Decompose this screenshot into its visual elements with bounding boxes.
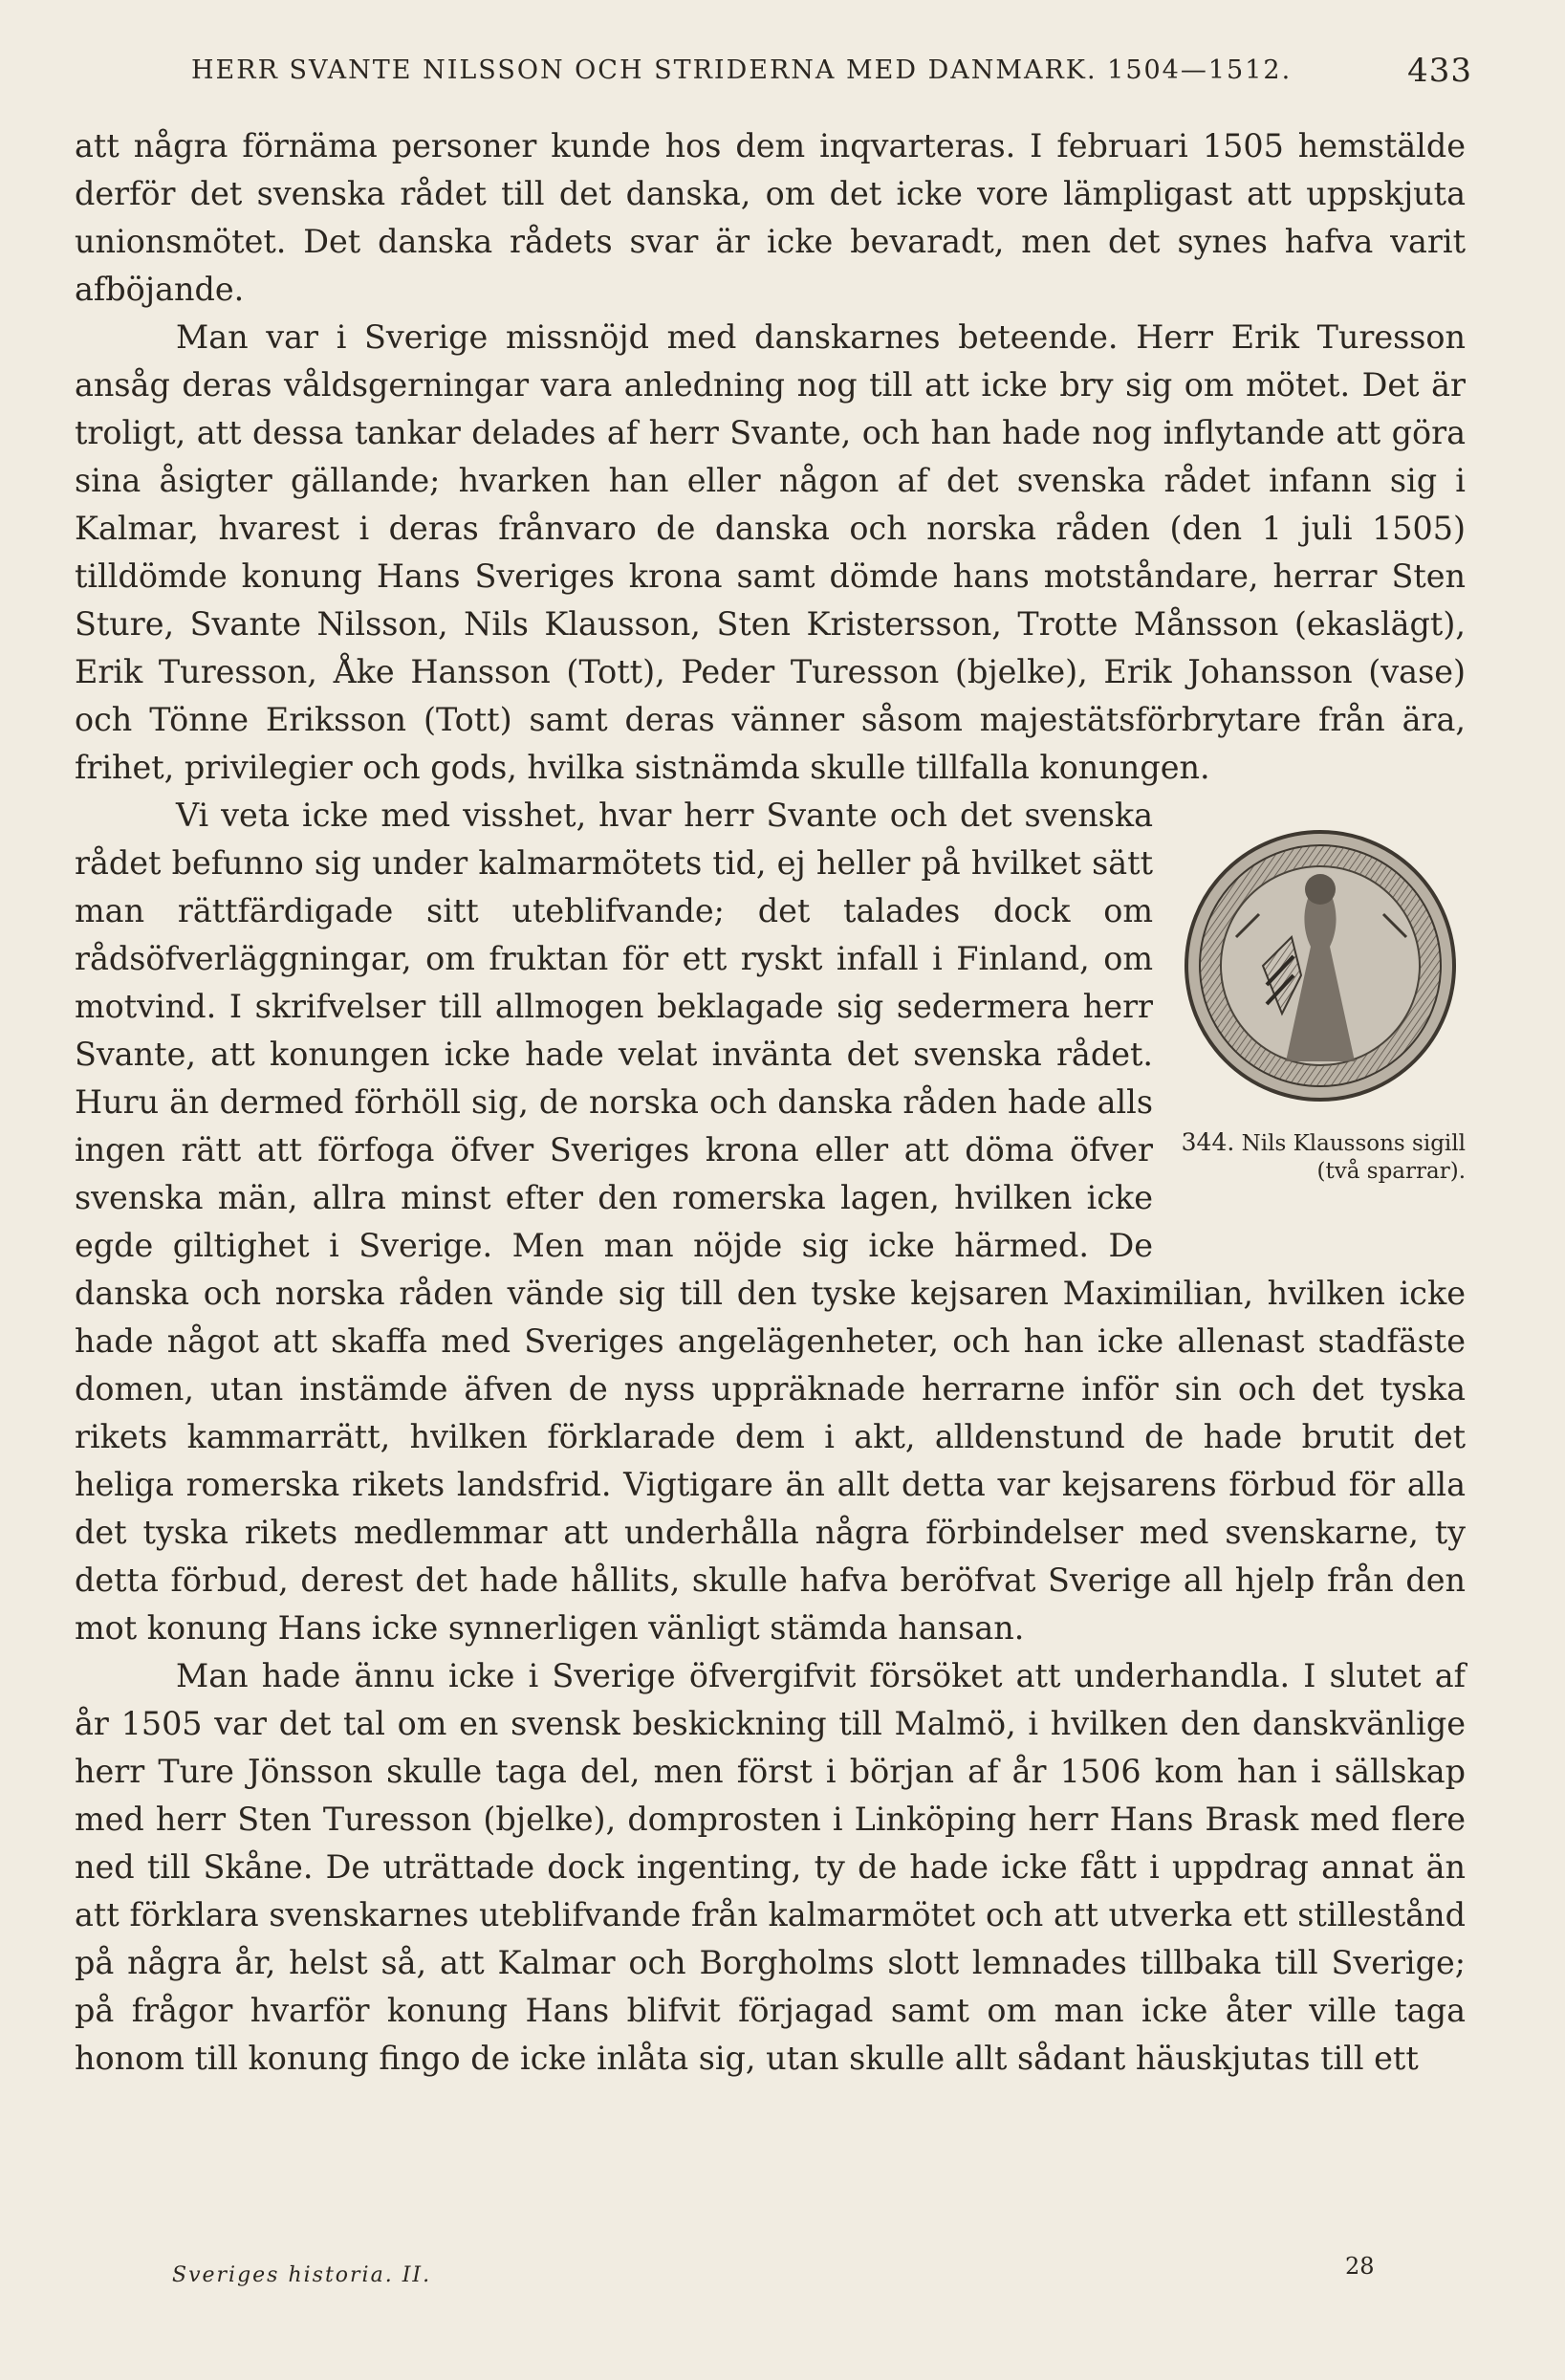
- page-number: 433: [1407, 52, 1472, 90]
- figure-caption: [1174, 1128, 1466, 1186]
- seal-image: [1179, 822, 1461, 1114]
- footer-book-title: Sveriges historia. II.: [172, 2263, 432, 2287]
- running-title: HERR SVANTE NILSSON OCH STRIDERNA MED DANMARK. 1504—1512.: [191, 55, 1293, 85]
- running-header: [191, 52, 1472, 90]
- body-text: [75, 122, 1466, 2083]
- paragraph-3: Vi veta icke med visshet, hvar herr Svante och det svenska rådet befunno sig under kalmarmötets tid, ej heller på hvilket sätt man rättfärdigade sitt uteblifvande; det talades dock om rådsöfverläggningar, om fruktan för ett ryskt infall i Finland, om motvind. I skrifvelser till allmogen beklagade sig sedermera herr Svante, att konungen icke hade velat invänta det svenska rådet. Huru än dermed förhöll sig, de norska och danska råden hade alls ingen rätt att förfoga öfver Sveriges krona eller att döma öfver svenska män, allra minst efter den romerska lagen, hvilken icke egde giltighet i Sverige. Men man nöjde sig icke härmed. De danska och norska råden vände sig till den tyske kejsaren Maximilian, hvilken icke hade något att skaffa med Sveriges angelägenheter, och han icke allenast stadfäste domen, utan instämde äfven de nyss uppräknade herrarne inför sin och det tyska rikets kammarrätt, hvilken förklarade dem i akt, alldenstund de hade brutit det heliga romerska rikets landsfrid. Vigtigare än allt detta var kejsarens förbud för alla det tyska rikets medlemmar att underhålla några förbindelser med svenskarne, ty detta förbud, derest det hade hållits, skulle hafva beröfvat Sverige all hjelp från den mot konung Hans icke synnerligen vänligt stämda hansan.: [75, 797, 1466, 1647]
- figure-number: 344.: [1181, 1128, 1235, 1156]
- footer-signature: 28: [1345, 2253, 1375, 2280]
- paragraph-4: Man hade ännu icke i Sverige öfvergifvit försöket att underhandla. I slutet af år 1505 var det tal om en svensk beskickning till Malmö, i hvilken den danskvänlige herr Ture Jönsson skulle taga del, men först i början af år 1506 kom han i sällskap med herr Sten Turesson (bjelke), domprosten i Linköping herr Hans Brask med flere ned till Skåne. De uträttade dock ingenting, ty de hade icke fått i uppdrag annat än att förklara svenskarnes uteblifvande från kalmarmötet och att utverka ett stillestånd på några år, helst så, att Kalmar och Borgholms slott lemnades tillbaka till Sverige; på frågor hvarför konung Hans blifvit förjagad samt om man icke åter ville taga honom till konung fingo de icke inlåta sig, utan skulle allt sådant häuskjutas till ett: [75, 1657, 1466, 2077]
- paragraph-1: att några förnäma personer kunde hos dem inqvarteras. I februari 1505 hemstälde derför det svenska rådet till det danska, om det icke vore lämpligast att uppskjuta unionsmötet. Det danska rådets svar är icke bevaradt, men det synes hafva varit afböjande.: [75, 127, 1466, 308]
- paragraph-2: Man var i Sverige missnöjd med danskarnes beteende. Herr Erik Turesson ansåg deras våldsgerningar vara anledning nog till att icke bry sig om mötet. Det är troligt, att dessa tankar delades af herr Svante, och han hade nog inflytande att göra sina åsigter gällande; hvarken han eller någon af det svenska rådet infann sig i Kalmar, hvarest i deras frånvaro de danska och norska råden (den 1 juli 1505) tilldömde konung Hans Sveriges krona samt dömde hans motståndare, herrar Sten Sture, Svante Nilsson, Nils Klausson, Sten Kristersson, Trotte Månsson (ekaslägt), Erik Turesson, Åke Hansson (Tott), Peder Turesson (bjelke), Erik Johansson (vase) och Tönne Eriksson (Tott) samt deras vänner såsom majestätsförbrytare från ära, frihet, privilegier och gods, hvilka sistnämda skulle tillfalla konungen.: [75, 318, 1466, 786]
- seal-figure: [1174, 803, 1466, 1253]
- figure-caption-text: Nils Klaussons sigill (två sparrar).: [1241, 1131, 1466, 1184]
